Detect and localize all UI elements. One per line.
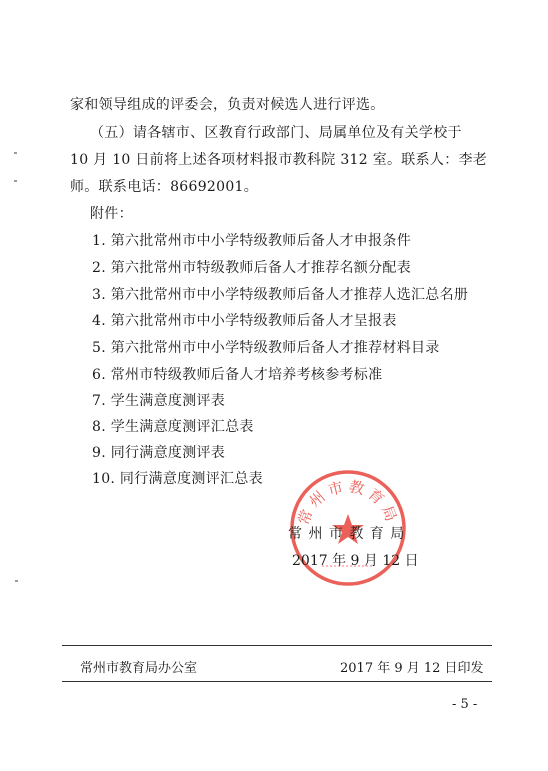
svg-text:常州市教育局: 常州市教育局 bbox=[294, 477, 402, 528]
attachment-item: 4. 第六批常州市中小学特级教师后备人才呈报表 bbox=[92, 313, 397, 329]
footer-bottom-divider bbox=[62, 681, 492, 682]
attachment-item: 2. 第六批常州市特级教师后备人才推荐名额分配表 bbox=[92, 260, 412, 276]
signature-date: 2017 年 9 月 12 日 bbox=[292, 553, 419, 569]
scan-speck bbox=[15, 580, 18, 582]
attachment-item: 8. 学生满意度测评汇总表 bbox=[92, 419, 254, 435]
attachment-item: 1. 第六批常州市中小学特级教师后备人才申报条件 bbox=[92, 233, 412, 249]
attachments-label: 附件： bbox=[90, 206, 133, 222]
page-number: - 5 - bbox=[452, 697, 478, 712]
footer-print-date: 2017 年 9 月 12 日印发 bbox=[340, 661, 484, 676]
signature-organization: 常 州 市 教 育 局 bbox=[288, 526, 406, 542]
footer-top-divider bbox=[62, 645, 492, 646]
body-line-4: 师。联系电话：86692001。 bbox=[70, 179, 259, 195]
attachment-item: 7. 学生满意度测评表 bbox=[92, 393, 226, 409]
attachment-item: 5. 第六批常州市中小学特级教师后备人才推荐材料目录 bbox=[92, 340, 440, 356]
footer-office: 常州市教育局办公室 bbox=[80, 661, 198, 676]
scan-speck bbox=[14, 152, 17, 154]
attachment-item: 6. 常州市特级教师后备人才培养考核参考标准 bbox=[92, 367, 383, 383]
body-line-3: 10 月 10 日前将上述各项材料报市教科院 312 室。联系人：李老 bbox=[70, 152, 488, 168]
attachment-item: 10. 同行满意度测评汇总表 bbox=[92, 471, 263, 487]
body-line-2: （五）请各辖市、区教育行政部门、局属单位及有关学校于 bbox=[90, 125, 462, 141]
attachment-item: 3. 第六批常州市中小学特级教师后备人才推荐人选汇总名册 bbox=[92, 287, 469, 303]
attachment-item: 9. 同行满意度测评表 bbox=[92, 445, 226, 461]
body-line-1: 家和领导组成的评委会，负责对候选人进行评选。 bbox=[70, 97, 385, 113]
scan-speck bbox=[14, 180, 17, 182]
